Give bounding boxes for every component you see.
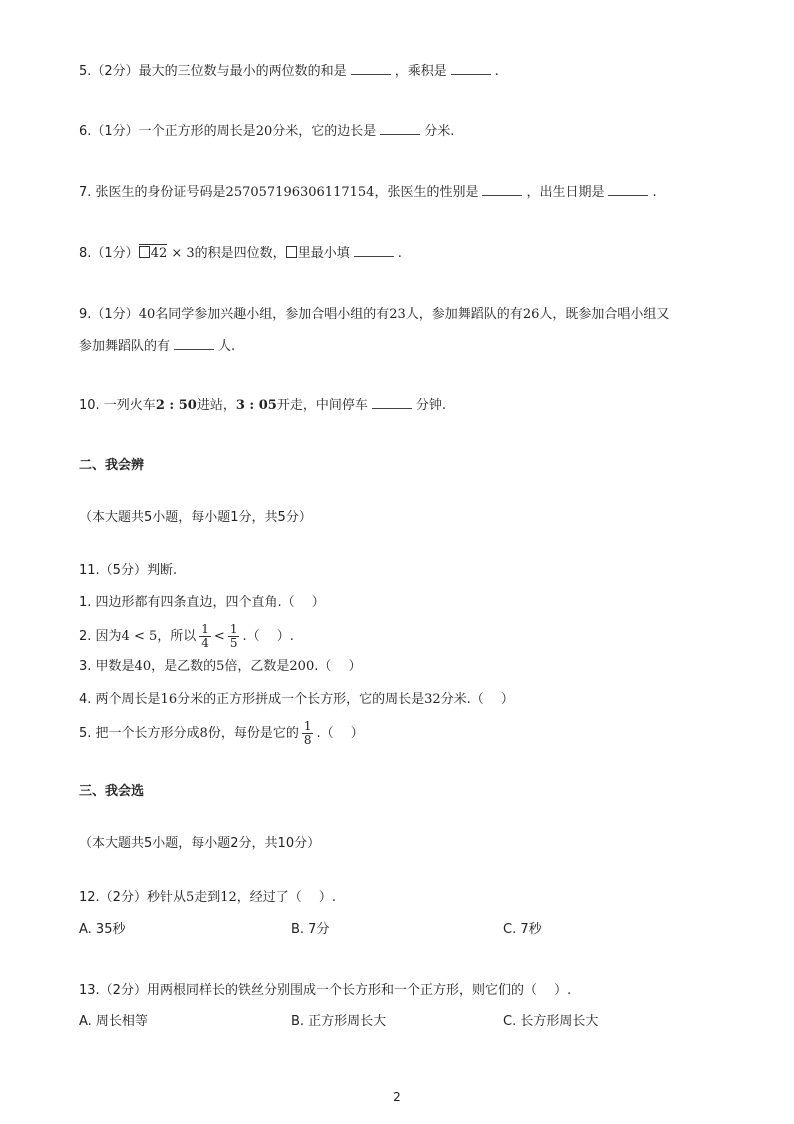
blank-box-icon	[286, 246, 297, 258]
q11-text: 分米的正方形拼成一个长方形，它的周长是	[177, 692, 425, 707]
q8-text-pre: 8.（1分）	[79, 246, 139, 261]
q11-item-4	[79, 690, 514, 710]
question-9-line-2	[79, 337, 235, 357]
q10-text: 进站，	[196, 398, 236, 413]
q11-text: ，所以	[157, 629, 197, 644]
q11-text: 份，每份是它的	[207, 726, 299, 741]
question-12-stem	[79, 888, 336, 908]
question-7	[79, 183, 657, 203]
q11-item-3	[79, 657, 362, 677]
q6-text-mid: 分米，它的边长是	[272, 124, 377, 139]
q11-number: 200	[289, 659, 315, 674]
q9-text: 人，既参加合唱小组又	[539, 307, 670, 322]
question-11-stem: 11.（5分）判断.	[79, 563, 178, 578]
q11-text: .（ ）.	[242, 629, 294, 644]
q11-text: 5. 把一个长方形分成	[79, 726, 200, 741]
q5-text-mid: ，乘积是	[394, 64, 447, 79]
q9-text: 名同学参加兴趣小组，参加合唱小组的有	[155, 307, 390, 322]
q7-text-post: .	[652, 185, 657, 200]
blank-box-icon	[139, 246, 150, 258]
q8-digits: 42	[150, 246, 168, 261]
q8-text-mid2: 里最小填	[297, 246, 350, 261]
q9-label: 9.（1分）	[79, 307, 139, 322]
q10-text: 分钟.	[415, 398, 446, 413]
answer-blank[interactable]	[451, 62, 491, 75]
answer-blank[interactable]	[380, 122, 420, 135]
q11-number: 8	[199, 726, 208, 741]
q11-text: 2. 因为	[79, 629, 122, 644]
answer-blank[interactable]	[482, 183, 522, 196]
q13-option-a[interactable]: A. 周长相等	[79, 1014, 148, 1029]
fraction-numerator: 1	[303, 719, 312, 733]
fraction-numerator: 1	[201, 622, 209, 636]
fraction	[199, 623, 211, 650]
q12-text: 12.（2分）秒针从	[79, 890, 186, 905]
q10-text: 开走，中间停车	[276, 398, 368, 413]
q8-text-mid: 的积是四位数，	[194, 246, 286, 261]
q8-times: × 3	[171, 246, 195, 261]
q11-text: 4. 两个周长是	[79, 692, 161, 707]
answer-blank[interactable]	[174, 337, 214, 350]
q11-text: ，是乙数的	[151, 659, 217, 674]
q5-text-pre: 5.（2分）最大的三位数与最小的两位数的和是	[79, 64, 347, 79]
answer-blank[interactable]	[608, 183, 648, 196]
page-number: 2	[393, 1090, 401, 1104]
q11-item-2	[79, 620, 294, 654]
q11-number: 32	[424, 692, 441, 707]
q11-number: 5	[216, 659, 225, 674]
q12-option-b[interactable]: B. 7分	[291, 922, 330, 937]
q11-text: 3. 甲数是	[79, 659, 135, 674]
fraction	[302, 720, 314, 747]
answer-blank[interactable]	[351, 62, 391, 75]
question-8	[79, 244, 402, 264]
answer-blank[interactable]	[372, 396, 412, 409]
question-5	[79, 62, 499, 82]
q6-text-post: 分米.	[424, 124, 455, 139]
q11-text: .（ ）	[316, 726, 364, 741]
q13-option-b[interactable]: B. 正方形周长大	[291, 1014, 387, 1029]
q9-text: 参加舞蹈队的有	[79, 339, 171, 354]
q11-number: 16	[160, 692, 178, 707]
fraction-numerator: 1	[229, 622, 238, 636]
q11-math: <	[213, 629, 225, 644]
q9-text: 人，参加舞蹈队的有	[405, 307, 523, 322]
answer-blank[interactable]	[354, 244, 394, 257]
q11-number: 40	[134, 659, 152, 674]
q7-text-mid2: ，出生日期是	[526, 185, 605, 200]
question-9-line-1	[79, 305, 669, 325]
q9-text: 人.	[218, 339, 236, 354]
q13-option-c[interactable]: C. 长方形周长大	[503, 1014, 599, 1029]
fraction-denominator: 8	[303, 733, 312, 747]
q12-text: ，经过了（ ）.	[236, 890, 337, 905]
q9-number: 40	[138, 307, 156, 322]
q6-text-pre: 6.（1分）一个正方形的周长是	[79, 124, 256, 139]
question-10	[79, 396, 446, 416]
section-2-title: 二、我会辨	[79, 458, 145, 473]
q10-text: 10. 一列火车	[79, 398, 156, 413]
fraction-denominator: 5	[229, 636, 238, 650]
q6-number: 20	[255, 124, 273, 139]
q7-id-number: 257057196306117154	[225, 185, 375, 200]
q12-option-c[interactable]: C. 7秒	[503, 922, 542, 937]
q9-number: 26	[522, 307, 540, 322]
section-3-title: 三、我会选	[79, 784, 145, 799]
q12-number: 12	[220, 890, 237, 905]
fraction	[228, 623, 240, 650]
question-13-stem: 13.（2分）用两根同样长的铁丝分别围成一个长方形和一个正方形，则它们的（ ）.	[79, 983, 572, 998]
q7-text-mid: ，张医生的性别是	[374, 185, 479, 200]
q11-text: .（ ）	[314, 659, 362, 674]
q11-math: 4 < 5	[121, 629, 158, 644]
q10-time: 2 : 50	[155, 398, 197, 413]
q8-number-overline	[139, 244, 168, 261]
q12-option-a[interactable]: A. 35秒	[79, 922, 126, 937]
q5-text-post: .	[494, 64, 499, 79]
q9-number: 23	[389, 307, 406, 322]
q10-time: 3 : 05	[235, 398, 277, 413]
q12-number: 5	[185, 890, 195, 905]
q8-text-post: .	[397, 246, 402, 261]
q7-text-pre: 7. 张医生的身份证号码是	[79, 185, 226, 200]
q11-text: 倍，乙数是	[224, 659, 290, 674]
section-2-note: （本大题共5小题，每小题1分，共5分）	[79, 510, 312, 525]
q11-item-5	[79, 717, 364, 751]
q11-item-1: 1. 四边形都有四条直边，四个直角.（ ）	[79, 595, 325, 610]
q11-text: 分米.（ ）	[440, 692, 514, 707]
fraction-denominator: 4	[201, 636, 209, 650]
q12-text: 走到	[194, 890, 221, 905]
question-6	[79, 122, 454, 142]
section-3-note: （本大题共5小题，每小题2分，共10分）	[79, 836, 321, 851]
